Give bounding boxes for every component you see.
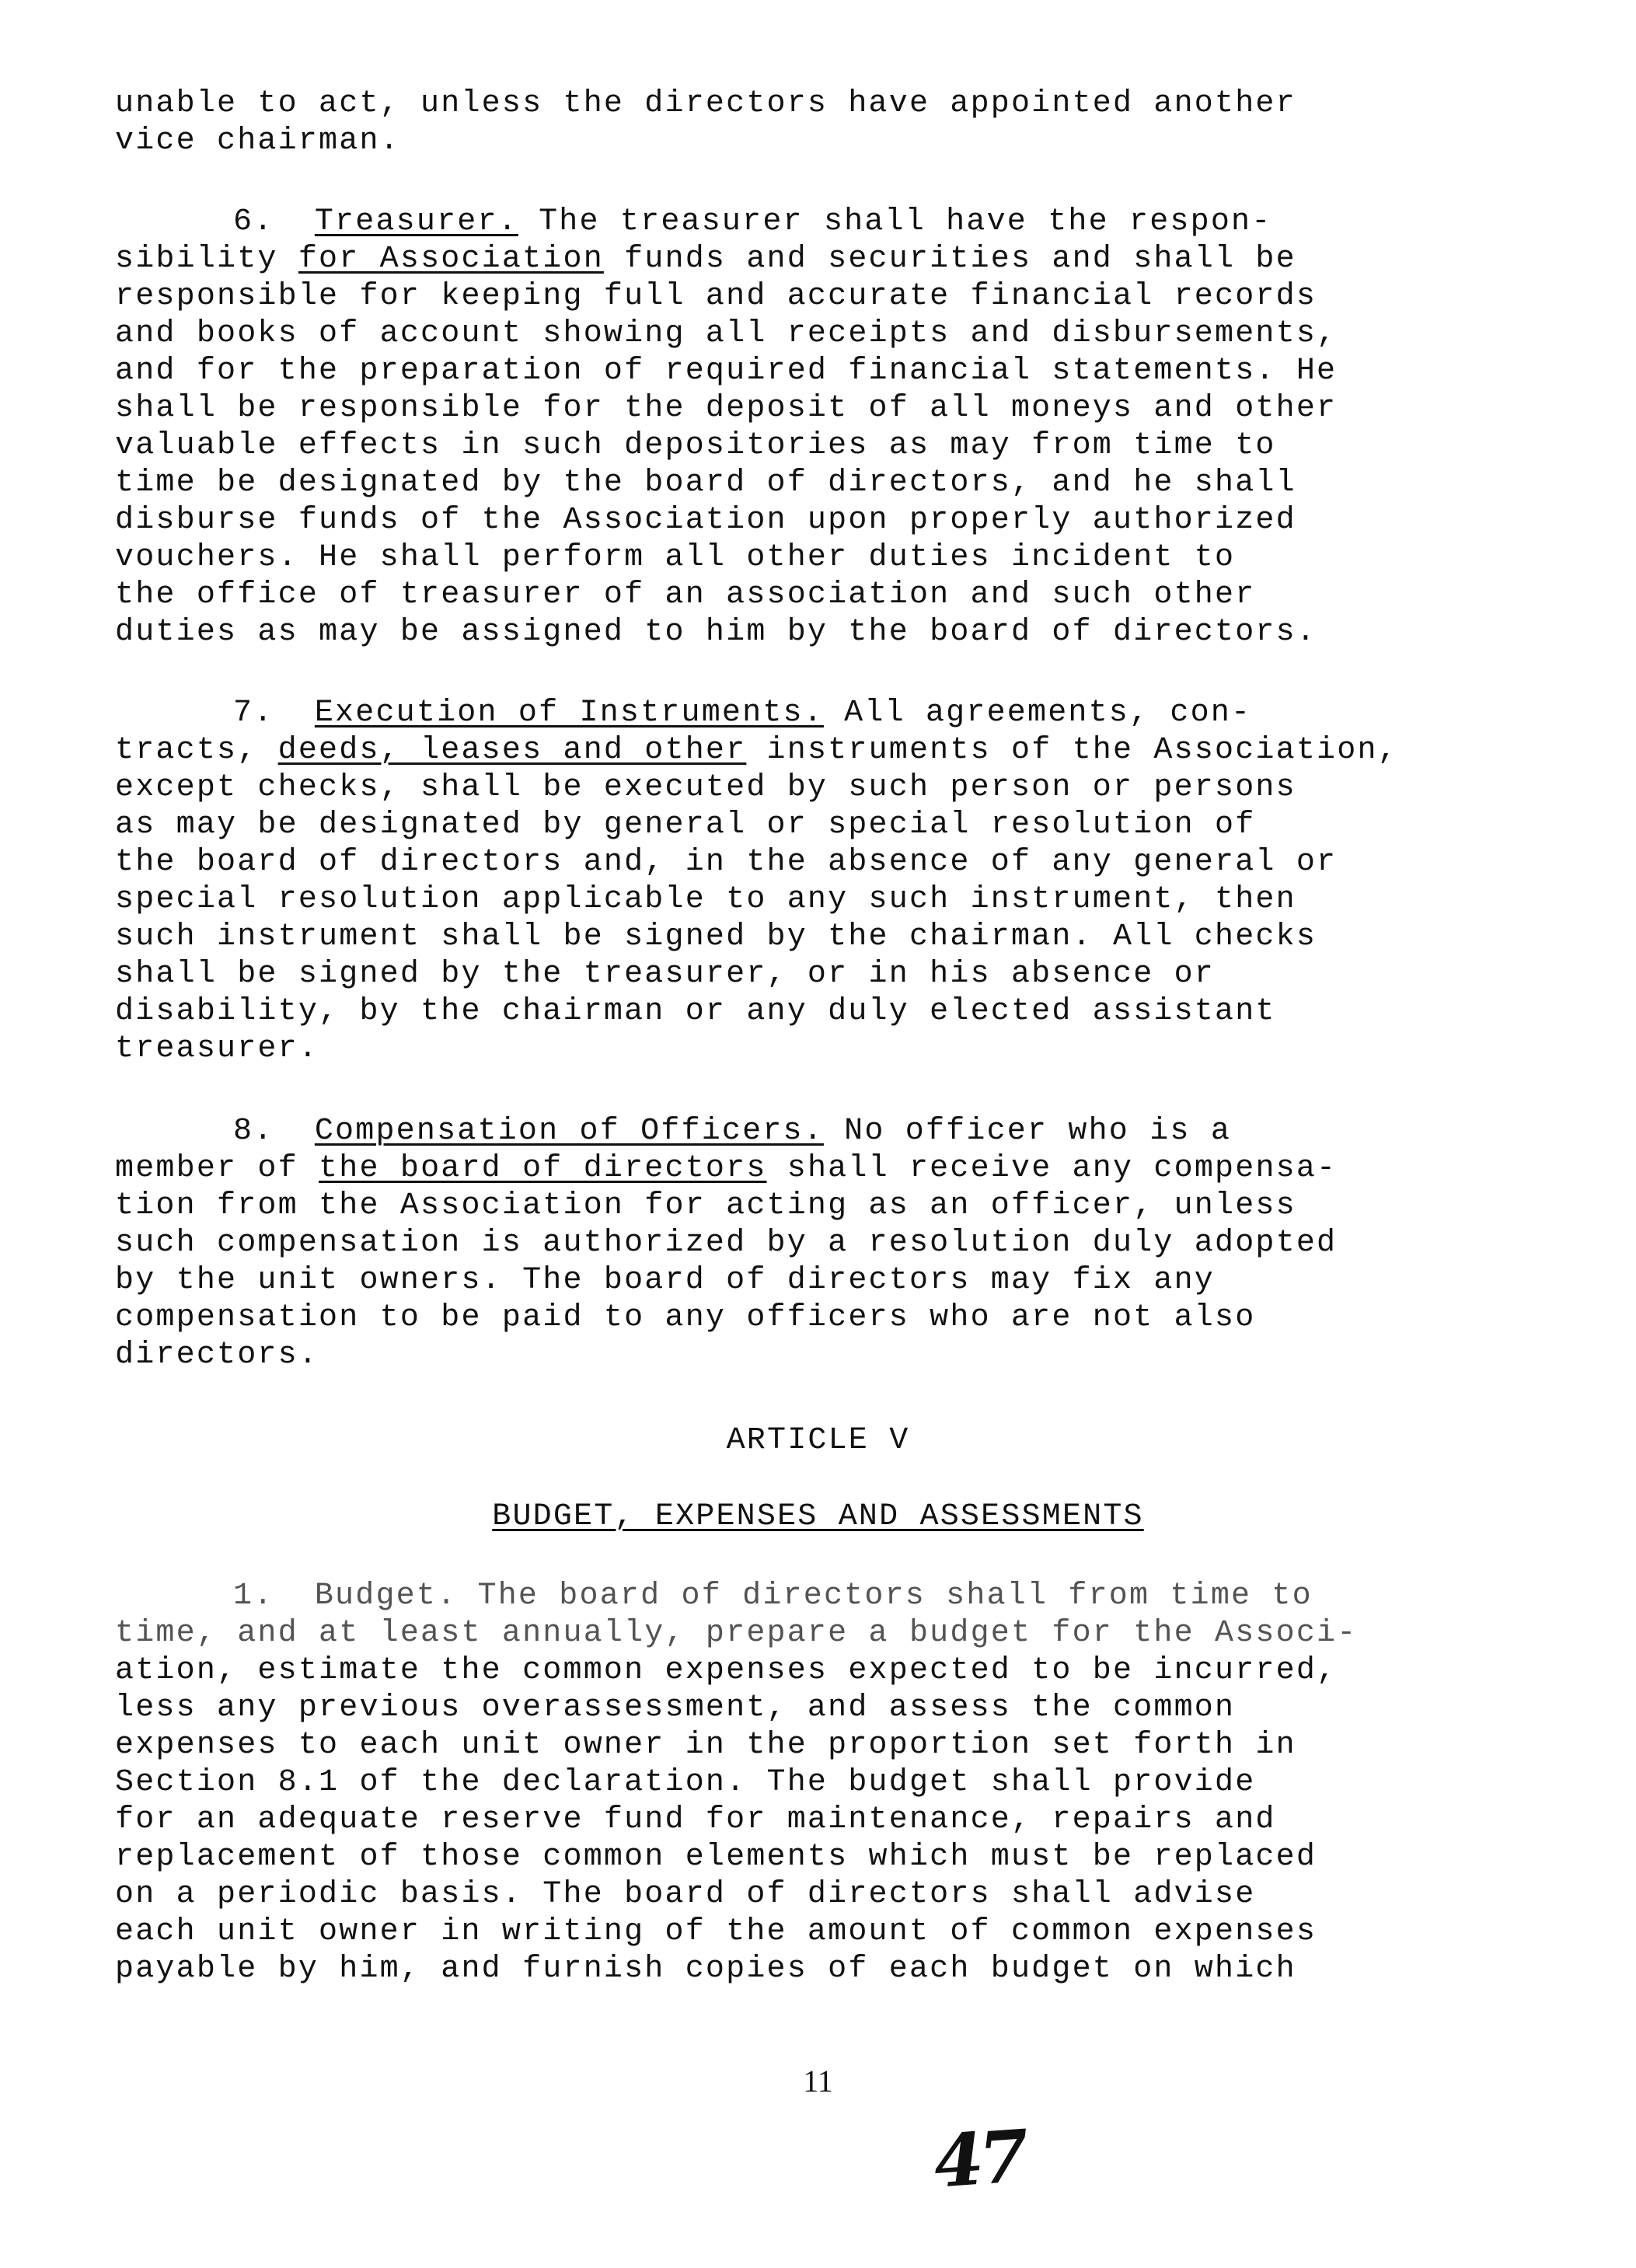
text-line: as may be designated by general or special resolution of bbox=[115, 808, 1256, 843]
text-run: The board of directors shall from time to bbox=[457, 1579, 1313, 1614]
text-line: expenses to each unit owner in the proportion set forth in bbox=[115, 1728, 1296, 1763]
text-line: payable by him, and furnish copies of each budget on which bbox=[115, 1952, 1296, 1987]
text-run: tracts, bbox=[115, 733, 278, 768]
underlined-run: for Association bbox=[298, 242, 604, 277]
text-line: Section 8.1 of the declaration. The budget shall provide bbox=[115, 1765, 1256, 1800]
text-line: compensation to be paid to any officers who are not also bbox=[115, 1300, 1256, 1335]
text-line: directors. bbox=[115, 1338, 319, 1373]
section-number: 6. bbox=[233, 204, 274, 239]
text-line: treasurer. bbox=[115, 1031, 319, 1066]
section-7-first-line bbox=[233, 695, 1251, 732]
text-line: unable to act, unless the directors have appointed another bbox=[115, 86, 1296, 121]
text-line: shall be responsible for the deposit of all moneys and other bbox=[115, 391, 1338, 426]
text-line: shall be signed by the treasurer, or in his absence or bbox=[115, 957, 1216, 992]
text-line: disburse funds of the Association upon properly authorized bbox=[115, 503, 1296, 538]
text-line: such compensation is authorized by a resolution duly adopted bbox=[115, 1226, 1338, 1261]
section-6-first-line bbox=[233, 204, 1271, 241]
section-number: 8. bbox=[233, 1114, 274, 1149]
text-run: funds and securities and shall be bbox=[603, 242, 1296, 277]
text-line: disability, by the chairman or any duly elected assistant bbox=[115, 994, 1276, 1029]
text-line: vice chairman. bbox=[115, 124, 400, 159]
text-line: and books of account showing all receipts and disbursements, bbox=[115, 316, 1338, 351]
text-run: instruments of the Association, bbox=[746, 733, 1398, 768]
text-run: The treasurer shall have the respon- bbox=[518, 204, 1272, 239]
text-line: by the unit owners. The board of directors may fix any bbox=[115, 1263, 1216, 1298]
text-line bbox=[115, 241, 1296, 278]
text-line: time be designated by the board of directors, and he shall bbox=[115, 466, 1296, 501]
section-8-first-line bbox=[233, 1113, 1231, 1150]
text-line: the board of directors and, in the absence of any general or bbox=[115, 845, 1338, 880]
page-number: 11 bbox=[803, 2064, 833, 2099]
section-title: Compensation of Officers. bbox=[314, 1114, 824, 1149]
text-line: ation, estimate the common expenses expected to be incurred, bbox=[115, 1653, 1338, 1688]
text-line: the office of treasurer of an association and such other bbox=[115, 577, 1256, 612]
text-line: each unit owner in writing of the amount of common expenses bbox=[115, 1914, 1317, 1949]
text-run: sibility bbox=[115, 242, 298, 277]
text-line: tion from the Association for acting as an officer, unless bbox=[115, 1188, 1296, 1223]
text-line bbox=[115, 732, 1398, 769]
article-heading: ARTICLE V bbox=[726, 1423, 910, 1458]
text-line: replacement of those common elements which must be replaced bbox=[115, 1840, 1317, 1875]
text-line: valuable effects in such depositories as may from time to bbox=[115, 428, 1276, 463]
text-line: special resolution applicable to any such instrument, then bbox=[115, 882, 1296, 917]
text-line bbox=[115, 1150, 1337, 1188]
budget-first-line bbox=[233, 1578, 1313, 1615]
article-subheading bbox=[0, 1499, 1636, 1536]
text-line: except checks, shall be executed by such person or persons bbox=[115, 770, 1296, 805]
section-title: Execution of Instruments. bbox=[314, 696, 824, 731]
section-number: 7. bbox=[233, 696, 274, 731]
article-subheading-text: BUDGET, EXPENSES AND ASSESSMENTS bbox=[492, 1499, 1144, 1534]
section-title: Budget. bbox=[314, 1579, 458, 1614]
text-line: time, and at least annually, prepare a budget for the Associ- bbox=[115, 1616, 1358, 1651]
underlined-run: deeds, leases and other bbox=[277, 733, 747, 768]
section-title: Treasurer. bbox=[314, 204, 518, 239]
section-number: 1. bbox=[233, 1579, 274, 1614]
text-run: All agreements, con- bbox=[823, 696, 1252, 731]
text-line: vouchers. He shall perform all other duties incident to bbox=[115, 540, 1236, 575]
text-line: on a periodic basis. The board of directors shall advise bbox=[115, 1877, 1256, 1912]
text-run: No officer who is a bbox=[823, 1114, 1232, 1149]
underlined-run: the board of directors bbox=[319, 1151, 767, 1186]
text-line: such instrument shall be signed by the chairman. All checks bbox=[115, 919, 1317, 954]
text-run: shall receive any compensa- bbox=[766, 1151, 1338, 1186]
text-line: responsible for keeping full and accurate financial records bbox=[115, 279, 1317, 314]
text-line: for an adequate reserve fund for maintenance, repairs and bbox=[115, 1802, 1276, 1837]
handwritten-page-number: 47 bbox=[931, 2113, 1027, 2204]
text-line: duties as may be assigned to him by the board of directors. bbox=[115, 615, 1317, 650]
text-run: member of bbox=[115, 1151, 319, 1186]
text-line: and for the preparation of required financial statements. He bbox=[115, 354, 1338, 389]
text-line: less any previous overassessment, and assess the common bbox=[115, 1691, 1236, 1725]
